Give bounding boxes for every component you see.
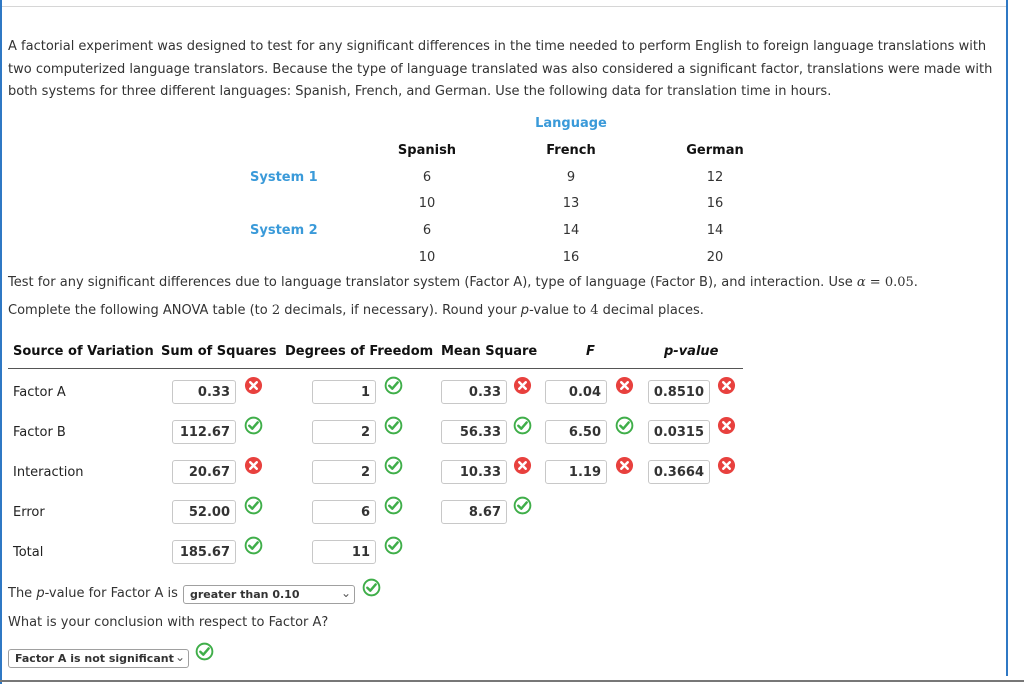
check-circle-icon <box>244 496 263 515</box>
ms-input-factor-b[interactable]: 56.33 <box>441 420 507 444</box>
x-circle-icon <box>717 456 736 475</box>
ss-input-error[interactable]: 52.00 <box>172 500 236 524</box>
data-cell: 10 <box>418 196 436 211</box>
df-input-factor-b[interactable]: 2 <box>312 420 376 444</box>
ss-input-total[interactable]: 185.67 <box>172 540 236 564</box>
x-circle-icon <box>513 376 532 395</box>
check-circle-icon <box>384 376 403 395</box>
frame-bottom-border <box>0 680 1024 682</box>
data-cell: 6 <box>422 223 432 238</box>
system-1-label: System 1 <box>250 170 318 185</box>
df-input-error[interactable]: 6 <box>312 500 376 524</box>
row-label-factor-a: Factor A <box>13 385 66 400</box>
ms-input-interaction[interactable]: 10.33 <box>441 460 507 484</box>
check-circle-icon <box>615 416 634 435</box>
ss-input-factor-b[interactable]: 112.67 <box>172 420 236 444</box>
header-sum-of-squares: Sum of Squares <box>161 344 277 359</box>
check-circle-icon <box>513 496 532 515</box>
data-cell: 14 <box>706 223 724 238</box>
language-header: Language <box>535 116 607 131</box>
p-input-factor-a[interactable]: 0.8510 <box>648 380 710 404</box>
col-header-spanish: Spanish <box>397 143 457 158</box>
header-degrees-of-freedom: Degrees of Freedom <box>285 344 434 359</box>
alpha-symbol: α <box>856 275 866 290</box>
data-cell: 9 <box>566 170 576 185</box>
top-divider <box>2 0 1006 7</box>
complete-instruction: Complete the following ANOVA table (to 2 decimals, if necessary). Round your p-value to 4 decimal places. <box>8 303 704 318</box>
row-label-factor-b: Factor B <box>13 425 66 440</box>
alpha-value: 0.05 <box>884 275 914 290</box>
header-source: Source of Variation <box>13 344 154 359</box>
row-label-error: Error <box>13 505 45 520</box>
check-circle-icon <box>244 536 263 555</box>
df-input-interaction[interactable]: 2 <box>312 460 376 484</box>
col-header-french: French <box>546 143 596 158</box>
test-instruction: Test for any significant differences due to language translator system (Factor A), type of language (Factor B), and interaction. Use α = 0.05. <box>8 275 918 290</box>
df-input-total[interactable]: 11 <box>312 540 376 564</box>
ss-input-interaction[interactable]: 20.67 <box>172 460 236 484</box>
data-cell: 6 <box>422 170 432 185</box>
frame-left-border <box>0 0 2 684</box>
x-circle-icon <box>717 376 736 395</box>
ss-input-factor-a[interactable]: 0.33 <box>172 380 236 404</box>
check-circle-icon <box>195 642 214 661</box>
row-label-total: Total <box>13 545 44 560</box>
chevron-down-icon: ⌄ <box>174 650 185 664</box>
ms-input-error[interactable]: 8.67 <box>441 500 507 524</box>
check-circle-icon <box>384 536 403 555</box>
header-mean-square: Mean Square <box>441 344 538 359</box>
check-circle-icon <box>384 496 403 515</box>
question-conclusion-factor-a: What is your conclusion with respect to Factor A? <box>8 615 329 630</box>
x-circle-icon <box>615 456 634 475</box>
check-circle-icon <box>244 416 263 435</box>
f-input-factor-b[interactable]: 6.50 <box>545 420 607 444</box>
check-circle-icon <box>384 456 403 475</box>
problem-intro: A factorial experiment was designed to test for any significant differences in the time needed to perform English to foreign language translations with two computerized language translators. Because the type of language translated was also considered a significant factor, translations were made with both systems for three different languages: Spanish, French, and German. Use the following data for translation time in hours. <box>8 39 993 99</box>
f-input-factor-a[interactable]: 0.04 <box>545 380 607 404</box>
data-cell: 16 <box>706 196 724 211</box>
data-cell: 14 <box>562 223 580 238</box>
x-circle-icon <box>513 456 532 475</box>
x-circle-icon <box>615 376 634 395</box>
col-header-german: German <box>686 143 744 158</box>
df-input-factor-a[interactable]: 1 <box>312 380 376 404</box>
data-cell: 10 <box>418 250 436 265</box>
p-value-range-select[interactable]: greater than 0.10 ⌄ <box>183 585 355 604</box>
data-cell: 16 <box>562 250 580 265</box>
x-circle-icon <box>244 456 263 475</box>
chevron-down-icon: ⌄ <box>340 586 351 600</box>
conclusion-select[interactable]: Factor A is not significant ⌄ <box>8 649 189 668</box>
check-circle-icon <box>362 578 381 597</box>
ms-input-factor-a[interactable]: 0.33 <box>441 380 507 404</box>
f-input-interaction[interactable]: 1.19 <box>545 460 607 484</box>
x-circle-icon <box>244 376 263 395</box>
check-circle-icon <box>513 416 532 435</box>
header-p-value: p-value <box>664 344 719 359</box>
header-f: F <box>586 344 595 359</box>
p-input-factor-b[interactable]: 0.0315 <box>648 420 710 444</box>
row-label-interaction: Interaction <box>13 465 84 480</box>
system-2-label: System 2 <box>250 223 318 238</box>
data-cell: 12 <box>706 170 724 185</box>
data-cell: 13 <box>562 196 580 211</box>
question-p-value-factor-a: The p-value for Factor A is <box>8 586 178 601</box>
check-circle-icon <box>384 416 403 435</box>
x-circle-icon <box>717 416 736 435</box>
header-divider <box>8 368 743 369</box>
data-cell: 20 <box>706 250 724 265</box>
p-input-interaction[interactable]: 0.3664 <box>648 460 710 484</box>
